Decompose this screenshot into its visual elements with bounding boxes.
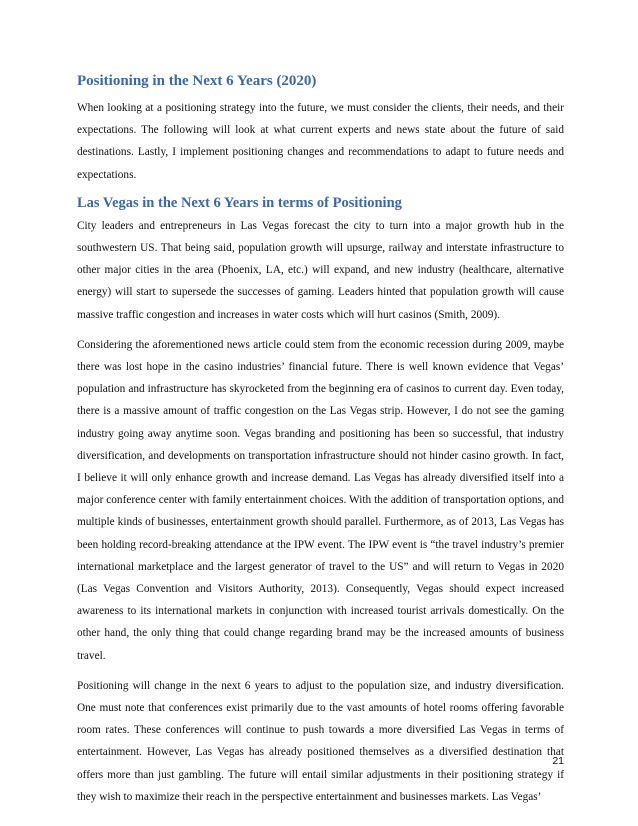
page-content xyxy=(77,66,564,816)
section-heading-positioning: Positioning in the Next 6 Years (2020) xyxy=(77,73,317,89)
page-number: 21 xyxy=(552,755,564,767)
paragraph-positioning-change: Positioning will change in the next 6 years to adjust to the population size, and industry diversification. One must note that conferences exist primarily due to the vast amounts of hotel rooms offering favorable room rates. These conferences will continue to push towards a more diversified Las Vegas in terms of entertainment. However, Las Vegas has already positioned themselves as a diversified destination that offers more than just gambling. The future will entail similar adjustments in their positioning strategy if they wish to maximize their reach in the perspective entertainment and businesses markets. Las Vegas’ xyxy=(77,679,564,803)
section-heading-las-vegas: Las Vegas in the Next 6 Years in terms of Positioning xyxy=(77,194,402,211)
paragraph-city-leaders: City leaders and entrepreneurs in Las Vegas forecast the city to turn into a major growth hub in the southwestern US. That being said, population growth will upsurge, railway and interstate infrastructure to other major cities in the area (Phoenix, LA, etc.) will expand, and new industry (healthcare, alternative energy) will start to supersede the successes of gaming. Leaders hinted that population growth will cause massive traffic congestion and increases in water costs which will hurt casinos (Smith, 2009). xyxy=(77,219,564,321)
paragraph-intro: When looking at a positioning strategy into the future, we must consider the clients, their needs, and their expectations. The following will look at what current experts and news state about the future of said destinations. Lastly, I implement positioning changes and recommendations to adapt to future needs and expectations. xyxy=(77,102,564,181)
paragraph-considering: Considering the aforementioned news article could stem from the economic recession during 2009, maybe there was lost hope in the casino industries’ financial future. There is well known evidence that Vegas’ population and infrastructure has skyrocketed from the beginning era of casinos to current day. Even today, there is a massive amount of traffic congestion on the Las Vegas strip. However, I do not see the gaming industry going away anytime soon. Vegas branding and positioning has been so successful, that industry diversification, and developments on transportation infrastructure should not hinder casino growth. In fact, I believe it will only enhance growth and increase demand. Las Vegas has already diversified itself into a major conference center with family entertainment choices. With the addition of transportation options, and multiple kinds of businesses, entertainment growth should parallel. Furthermore, as of 2013, Las Vegas has been holding record-breaking attendance at the IPW event. The IPW event is “the travel industry’s premier international marketplace and the largest generator of travel to the US” and will return to Vegas in 2020 (Las Vegas Convention and Visitors Authority, 2013). Consequently, Vegas should expect increased awareness to its international markets in conjunction with increased tourist arrivals domestically. On the other hand, the only thing that could change regarding brand may be the increased amounts of business travel. xyxy=(77,338,564,662)
